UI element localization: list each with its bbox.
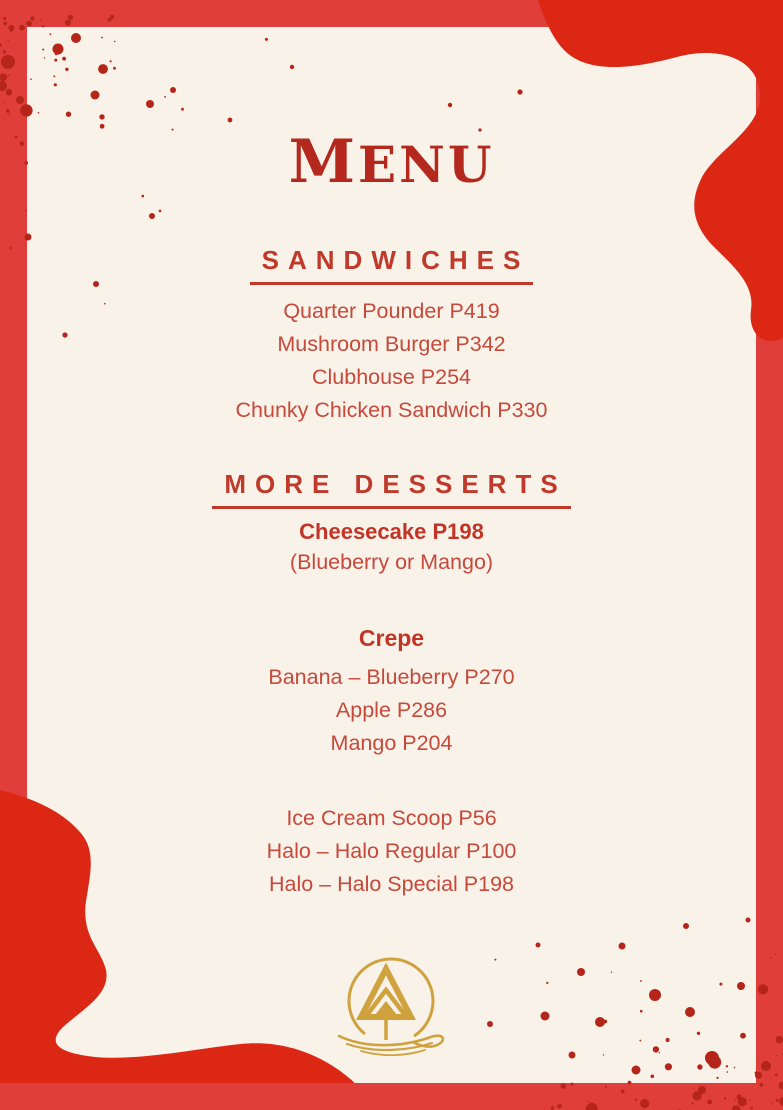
sandwiches-heading: SANDWICHES — [250, 245, 534, 285]
extras-list — [0, 802, 783, 901]
crepe-list — [0, 661, 783, 760]
menu-item: Banana – Blueberry P270 — [268, 665, 515, 689]
menu-item: Apple P286 — [335, 698, 448, 722]
menu-title: MENU — [288, 127, 495, 197]
menu-item: Quarter Pounder P419 — [283, 299, 500, 323]
menu-item: Ice Cream Scoop P56 — [286, 806, 497, 830]
sandwiches-list — [0, 295, 783, 427]
restaurant-logo — [331, 946, 453, 1087]
menu-item: Mushroom Burger P342 — [277, 332, 506, 356]
pine-tree-circle-swoosh-icon — [331, 946, 453, 1082]
featured-item-note: (Blueberry or Mango) — [289, 550, 494, 574]
menu-item: Halo – Halo Special P198 — [268, 872, 514, 896]
menu-item: Halo – Halo Regular P100 — [266, 839, 517, 863]
desserts-heading: MORE DESSERTS — [212, 469, 570, 509]
menu-item: Mango P204 — [330, 731, 453, 755]
menu-item: Clubhouse P254 — [312, 365, 471, 389]
featured-item: Cheesecake P198 — [299, 519, 484, 544]
crepe-heading: Crepe — [358, 625, 425, 651]
menu-item: Chunky Chicken Sandwich P330 — [235, 398, 548, 422]
